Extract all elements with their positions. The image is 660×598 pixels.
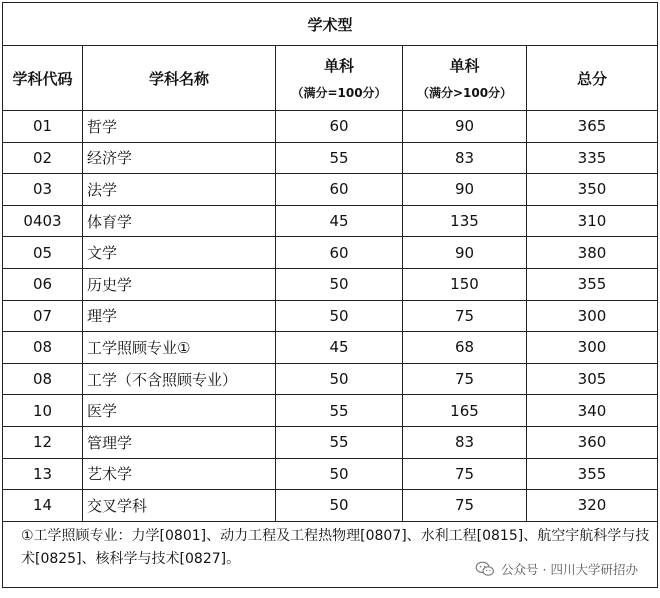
cell-name: 体育学 xyxy=(83,205,276,237)
watermark-prefix: 公众号 xyxy=(500,562,539,577)
cell-code: 08 xyxy=(3,332,83,364)
cell-total: 355 xyxy=(527,458,658,490)
cell-single-over-100: 68 xyxy=(403,332,527,364)
cell-total: 365 xyxy=(527,111,658,143)
cell-single-100: 50 xyxy=(276,458,403,490)
cell-single-over-100: 75 xyxy=(403,363,527,395)
score-table xyxy=(2,2,658,588)
cell-code: 06 xyxy=(3,268,83,300)
table-row xyxy=(3,332,658,364)
cell-single-100: 55 xyxy=(276,395,403,427)
cell-name: 法学 xyxy=(83,174,276,206)
cell-single-over-100: 90 xyxy=(403,174,527,206)
cell-single-100: 50 xyxy=(276,300,403,332)
cell-code: 14 xyxy=(3,490,83,522)
wechat-icon xyxy=(475,561,495,577)
watermark-account: 四川大学研招办 xyxy=(550,562,638,577)
cell-single-over-100: 75 xyxy=(403,458,527,490)
cell-total: 340 xyxy=(527,395,658,427)
table-row xyxy=(3,111,658,143)
header-row xyxy=(3,46,658,111)
header-single-over-100-sub: （满分>100分） xyxy=(416,86,513,100)
table-title: 学术型 xyxy=(3,3,658,46)
table-row xyxy=(3,237,658,269)
cell-single-over-100: 75 xyxy=(403,300,527,332)
cell-single-100: 50 xyxy=(276,490,403,522)
cell-single-over-100: 165 xyxy=(403,395,527,427)
table-row xyxy=(3,363,658,395)
table-row xyxy=(3,395,658,427)
cell-single-over-100: 135 xyxy=(403,205,527,237)
header-code: 学科代码 xyxy=(3,46,83,111)
cell-total: 360 xyxy=(527,426,658,458)
cell-single-100: 50 xyxy=(276,363,403,395)
cell-code: 07 xyxy=(3,300,83,332)
header-total: 总分 xyxy=(527,46,658,111)
cell-single-over-100: 90 xyxy=(403,111,527,143)
cell-single-100: 60 xyxy=(276,174,403,206)
cell-name: 工学（不含照顾专业） xyxy=(83,363,276,395)
header-single-over-100-label: 单科 xyxy=(449,57,480,75)
cell-single-over-100: 83 xyxy=(403,142,527,174)
cell-name: 医学 xyxy=(83,395,276,427)
table-row xyxy=(3,458,658,490)
cell-total: 335 xyxy=(527,142,658,174)
table-row xyxy=(3,174,658,206)
cell-total: 380 xyxy=(527,237,658,269)
cell-total: 320 xyxy=(527,490,658,522)
cell-single-100: 60 xyxy=(276,237,403,269)
cell-single-100: 55 xyxy=(276,142,403,174)
cell-single-over-100: 150 xyxy=(403,268,527,300)
cell-single-over-100: 83 xyxy=(403,426,527,458)
header-single-100-label: 单科 xyxy=(323,57,354,75)
table-row xyxy=(3,426,658,458)
cell-total: 310 xyxy=(527,205,658,237)
cell-single-over-100: 75 xyxy=(403,490,527,522)
cell-total: 300 xyxy=(527,300,658,332)
cell-total: 305 xyxy=(527,363,658,395)
watermark xyxy=(471,558,642,580)
table-row xyxy=(3,300,658,332)
header-single-100 xyxy=(276,46,403,111)
cell-name: 交叉学科 xyxy=(83,490,276,522)
cell-single-100: 55 xyxy=(276,426,403,458)
cell-total: 355 xyxy=(527,268,658,300)
cell-name: 哲学 xyxy=(83,111,276,143)
cell-name: 经济学 xyxy=(83,142,276,174)
cell-single-100: 45 xyxy=(276,332,403,364)
header-name: 学科名称 xyxy=(83,46,276,111)
cell-code: 01 xyxy=(3,111,83,143)
header-single-over-100 xyxy=(403,46,527,111)
cell-code: 0403 xyxy=(3,205,83,237)
cell-code: 12 xyxy=(3,426,83,458)
cell-name: 艺术学 xyxy=(83,458,276,490)
cell-code: 13 xyxy=(3,458,83,490)
cell-total: 350 xyxy=(527,174,658,206)
cell-name: 历史学 xyxy=(83,268,276,300)
cell-code: 10 xyxy=(3,395,83,427)
cell-single-100: 50 xyxy=(276,268,403,300)
watermark-sep: · xyxy=(542,561,547,577)
cell-single-100: 60 xyxy=(276,111,403,143)
cell-code: 05 xyxy=(3,237,83,269)
table-row xyxy=(3,490,658,522)
cell-name: 工学照顾专业① xyxy=(83,332,276,364)
cell-single-100: 45 xyxy=(276,205,403,237)
footnote: ①工学照顾专业：力学[0801]、动力工程及工程热物理[0807]、水利工程[0815]、航空宇航科学与技术[0825]、核科学与技术[0827]。 xyxy=(3,521,658,587)
header-single-100-sub: （满分=100分） xyxy=(291,86,387,100)
table-row xyxy=(3,268,658,300)
cell-single-over-100: 90 xyxy=(403,237,527,269)
cell-name: 理学 xyxy=(83,300,276,332)
cell-code: 03 xyxy=(3,174,83,206)
cell-name: 文学 xyxy=(83,237,276,269)
table-row xyxy=(3,205,658,237)
cell-total: 300 xyxy=(527,332,658,364)
table-row xyxy=(3,142,658,174)
cell-code: 08 xyxy=(3,363,83,395)
cell-name: 管理学 xyxy=(83,426,276,458)
cell-code: 02 xyxy=(3,142,83,174)
